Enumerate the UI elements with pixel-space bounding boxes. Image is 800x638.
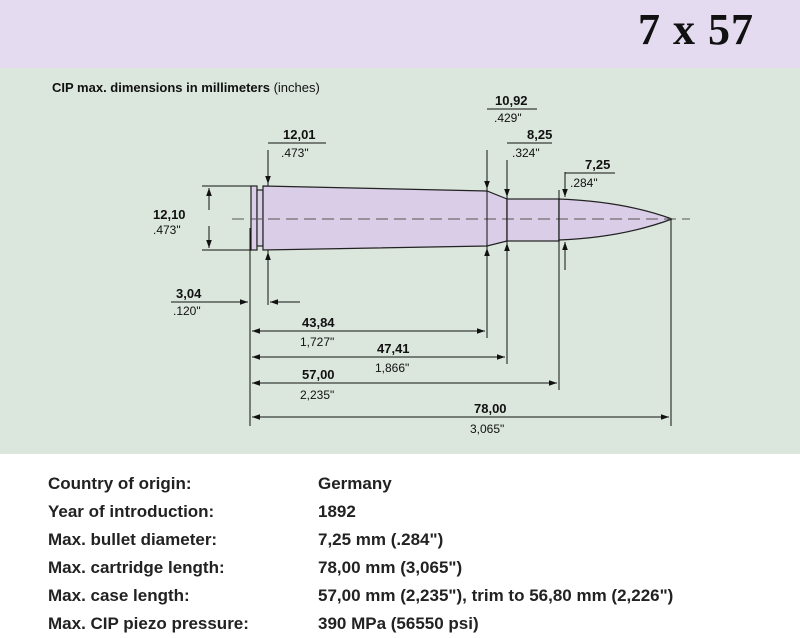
neck-length-mm: 47,41 xyxy=(377,341,410,356)
spec-value: 390 MPa (56550 psi) xyxy=(318,614,479,633)
case-length-in: 2,235" xyxy=(300,388,335,402)
spec-label: Max. CIP piezo pressure: xyxy=(48,614,249,633)
extractor-groove xyxy=(257,190,263,246)
overall-length-mm: 78,00 xyxy=(474,401,507,416)
spec-table xyxy=(0,454,800,637)
spec-label: Country of origin: xyxy=(48,474,192,493)
spec-value: 78,00 mm (3,065") xyxy=(318,558,463,577)
spec-label: Max. cartridge length: xyxy=(48,558,225,577)
spec-label: Max. case length: xyxy=(48,586,190,605)
spec-value: Germany xyxy=(318,474,392,493)
spec-label: Year of introduction: xyxy=(48,502,215,521)
cartridge-case xyxy=(263,186,507,250)
spec-value: 7,25 mm (.284") xyxy=(318,530,444,549)
neck-diameter-in: .324" xyxy=(512,146,540,160)
bullet-diameter-in: .284" xyxy=(570,176,598,190)
shoulder-diameter-in: .429" xyxy=(494,111,522,125)
neck-length-in: 1,866" xyxy=(375,361,410,375)
rim-thickness-in: .120" xyxy=(173,304,201,318)
base-diameter-in: .473" xyxy=(153,223,181,237)
rim-diameter-in: .473" xyxy=(281,146,309,160)
shoulder-length-in: 1,727" xyxy=(300,335,335,349)
spec-value: 1892 xyxy=(318,502,356,521)
heading-units: (inches) xyxy=(269,80,320,95)
cartridge-outline xyxy=(251,186,672,250)
shoulder-diameter-mm: 10,92 xyxy=(495,93,528,108)
heading-bold: CIP max. dimensions in millimeters xyxy=(52,80,270,95)
shoulder-length-mm: 43,84 xyxy=(302,315,335,330)
case-length-mm: 57,00 xyxy=(302,367,335,382)
cartridge-neck xyxy=(507,199,559,241)
neck-diameter-mm: 8,25 xyxy=(527,127,553,142)
cartridge-rim xyxy=(251,186,257,250)
rim-thickness-mm: 3,04 xyxy=(176,286,202,301)
base-diameter-mm: 12,10 xyxy=(153,207,186,222)
rim-diameter-mm: 12,01 xyxy=(283,127,316,142)
bullet-diameter-mm: 7,25 xyxy=(585,157,611,172)
cartridge-title: 7 x 57 xyxy=(638,5,754,54)
spec-label: Max. bullet diameter: xyxy=(48,530,218,549)
overall-length-in: 3,065" xyxy=(470,422,505,436)
spec-value: 57,00 mm (2,235"), trim to 56,80 mm (2,226") xyxy=(318,586,674,605)
